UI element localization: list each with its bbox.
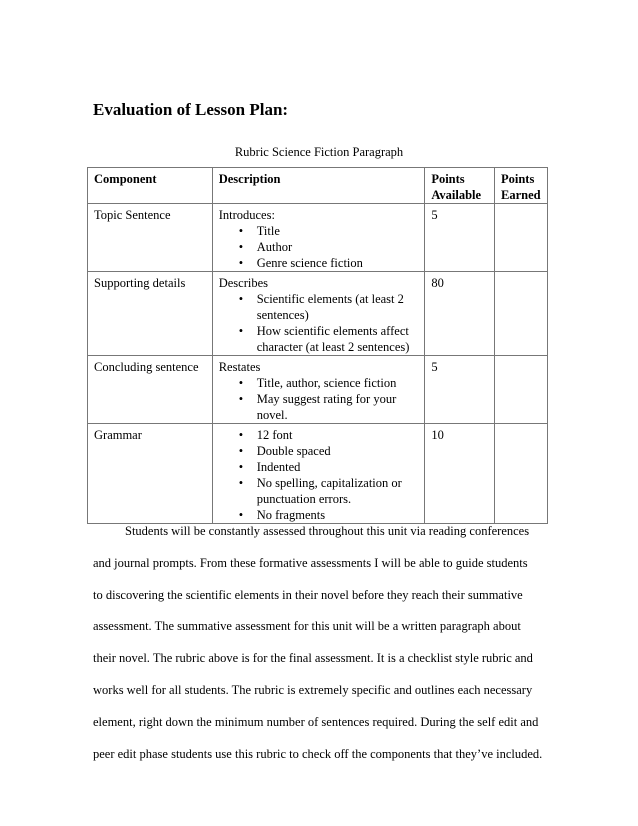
bullet-item: • Double spaced: [219, 443, 419, 459]
header-points-available: [425, 168, 495, 204]
paragraph-line: Students will be constantly assessed throughout this unit via reading conferences: [125, 524, 530, 538]
header-points-earned-line1: Points: [500, 172, 535, 186]
header-points-earned-line2: Earned: [500, 188, 541, 202]
body-paragraph: [93, 516, 543, 770]
row-points-available: 5: [425, 204, 495, 272]
table-row: [88, 272, 548, 356]
table-row: [88, 204, 548, 272]
bullet-item: • Scientific elements (at least 2 sentences): [219, 291, 419, 323]
description-intro: Introduces:: [218, 208, 275, 222]
bullet-list: [219, 375, 419, 423]
description-intro: Restates: [218, 360, 261, 374]
paragraph-line: element, right down the minimum number of sentences required. During the self edit and: [93, 714, 539, 729]
row-description: [212, 356, 425, 424]
table-row: [88, 356, 548, 424]
bullet-item: • Indented: [219, 459, 419, 475]
header-points-available-line2: Available: [431, 188, 482, 202]
bullet-item: • No spelling, capitalization or punctuation errors.: [219, 475, 419, 507]
bullet-item: • 12 font: [219, 427, 419, 443]
table-header-row: [88, 168, 548, 204]
row-component: Concluding sentence: [88, 356, 213, 424]
bullet-item: • No fragments: [219, 507, 419, 523]
row-points-available: 5: [425, 356, 495, 424]
row-component: Supporting details: [88, 272, 213, 356]
row-points-earned: [494, 424, 547, 524]
header-component: Component: [88, 168, 213, 204]
document-heading: Evaluation of Lesson Plan:: [93, 100, 289, 119]
description-intro: Describes: [218, 276, 268, 290]
bullet-item: • Author: [219, 239, 419, 255]
paragraph-line: their novel. The rubric above is for the final assessment. It is a checklist style rubric and: [93, 651, 533, 666]
rubric-table: [87, 167, 548, 524]
row-points-earned: [494, 272, 547, 356]
paragraph-line: peer edit phase students use this rubric to check off the components that they’ve included.: [93, 746, 543, 761]
bullet-item: • May suggest rating for your novel.: [219, 391, 419, 423]
bullet-list: [219, 427, 419, 523]
header-points-available-line1: Points: [431, 172, 465, 186]
paragraph-line: to discovering the scientific elements in their novel before they reach their summative: [93, 587, 523, 602]
paragraph-line: and journal prompts. From these formative assessments I will be able to guide students: [93, 555, 528, 570]
row-points-available: 10: [425, 424, 495, 524]
table-caption: Rubric Science Fiction Paragraph: [234, 145, 404, 159]
row-points-available: 80: [425, 272, 495, 356]
bullet-list: [219, 291, 419, 355]
row-description: [212, 204, 425, 272]
header-points-earned: [494, 168, 547, 204]
row-component: Topic Sentence: [88, 204, 213, 272]
row-description: [212, 424, 425, 524]
row-description: [212, 272, 425, 356]
bullet-list: [219, 223, 419, 271]
paragraph-line: works well for all students. The rubric is extremely specific and outlines each necessary: [93, 682, 533, 697]
bullet-item: • Genre science fiction: [219, 255, 419, 271]
bullet-item: • Title, author, science fiction: [219, 375, 419, 391]
row-component: Grammar: [88, 424, 213, 524]
bullet-item: • Title: [219, 223, 419, 239]
row-points-earned: [494, 356, 547, 424]
paragraph-line: assessment. The summative assessment for this unit will be a written paragraph about: [93, 619, 521, 634]
table-row: [88, 424, 548, 524]
row-points-earned: [494, 204, 547, 272]
header-description: Description: [212, 168, 425, 204]
bullet-item: • How scientific elements affect character (at least 2 sentences): [219, 323, 419, 355]
